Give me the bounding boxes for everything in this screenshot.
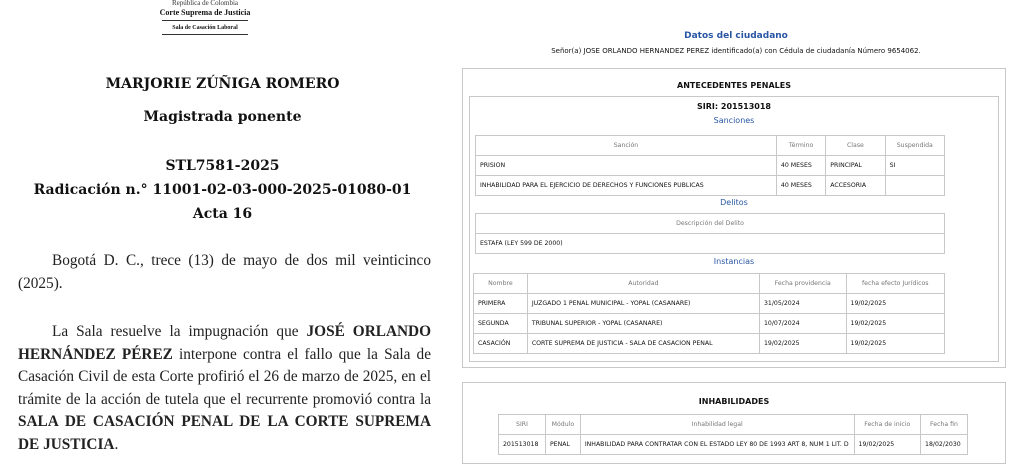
criminal-record-panel (462, 68, 1006, 368)
crimes-table (475, 213, 945, 254)
table-row (474, 314, 945, 334)
crimes-label: Delitos (720, 198, 748, 207)
disqualifications-panel (462, 382, 1006, 464)
instances-header: Autoridad (527, 274, 759, 294)
header-country: República de Colombia (171, 0, 239, 7)
legal-disqualification-cell: INHABILIDAD PARA CONTRATAR CON EL ESTADO LEY 80 DE 1993 ART 8, NUM 1 LIT. D (580, 435, 854, 455)
sanctions-header: Suspendida (885, 136, 944, 156)
effect-date-cell: 19/02/2025 (846, 314, 944, 334)
magistrate-role: Magistrada ponente (143, 109, 302, 125)
instances-header: Nombre (474, 274, 528, 294)
header-rule-bottom (162, 34, 248, 35)
siri-number: SIRI: 201513018 (697, 102, 771, 111)
effect-date-cell: 19/02/2025 (846, 294, 944, 314)
citizen-data-subtitle: Señor(a) JOSE ORLANDO HERNANDEZ PEREZ identificado(a) con Cédula de ciudadanía Número 9654062. (551, 47, 921, 55)
instance-name-cell: PRIMERA (474, 294, 528, 314)
end-date-cell: 18/02/2030 (921, 435, 968, 455)
resolution-paragraph: La Sala resuelve la impugnación que JOSÉ ORLANDO HERNÁNDEZ PÉREZ interpone contra el fallo que la Sala de Casación Civil de esta Corte profirió el 26 de marzo de 2025, en el trámite de la acción de tutela que el recurrente promovió contra la SALA DE CASACIÓN PENAL DE LA CORTE SUPREMA DE JUSTICIA. (18, 323, 431, 453)
start-date-cell: 19/02/2025 (854, 435, 920, 455)
sanctions-header: Clase (826, 136, 885, 156)
instance-name-cell: CASACIÓN (474, 334, 528, 354)
table-row (474, 334, 945, 354)
sanctions-label: Sanciones (713, 116, 755, 125)
sanction-cell: INHABILIDAD PARA EL EJERCICIO DE DERECHOS Y FUNCIONES PUBLICAS (476, 176, 777, 196)
header-chamber: Sala de Casación Laboral (172, 25, 238, 31)
header-rule (162, 20, 248, 21)
crimes-header: Descripción del Delito (476, 214, 945, 234)
magistrate-name: MARJORIE ZÚÑIGA ROMERO (105, 76, 340, 92)
sanctions-header: Término (776, 136, 825, 156)
instances-table (473, 273, 945, 354)
authority-cell: CORTE SUPREMA DE JUSTICIA - SALA DE CASACION PENAL (527, 334, 759, 354)
disqualifications-header: Módulo (545, 415, 580, 435)
court-header (130, 0, 280, 35)
suspended-cell: SI (885, 156, 944, 176)
case-id: STL7581-2025 (165, 158, 280, 174)
authority-cell: JUZGADO 1 PENAL MUNICIPAL - YOPAL (CASANARE) (527, 294, 759, 314)
instances-header-row (474, 274, 945, 294)
ruling-date-cell: 19/02/2025 (759, 334, 846, 354)
instances-header: fecha efecto Jurídicos (846, 274, 944, 294)
suspended-cell (885, 176, 944, 196)
disqualifications-table (498, 414, 968, 455)
radicacion: Radicación n.° 11001-02-03-000-2025-01080-01 (33, 182, 412, 198)
instances-label: Instancias (713, 257, 755, 266)
term-cell: 40 MESES (776, 156, 825, 176)
sanctions-header-row (476, 136, 945, 156)
court-document (0, 0, 445, 472)
siri-cell: 201513018 (499, 435, 546, 455)
class-cell: ACCESORIA (826, 176, 885, 196)
instances-header: Fecha providencia (759, 274, 846, 294)
table-row (476, 176, 945, 196)
respondent-name: SALA DE CASACIÓN PENAL DE LA CORTE SUPREMA DE JUSTICIA (18, 413, 431, 453)
disqualifications-header: SIRI (499, 415, 546, 435)
disqualifications-header: Fecha fin (921, 415, 968, 435)
sanction-cell: PRISION (476, 156, 777, 176)
crimes-header-row (476, 214, 945, 234)
table-row (499, 435, 968, 455)
module-cell: PENAL (545, 435, 580, 455)
crime-cell: ESTAFA (LEY 599 DE 2000) (476, 234, 945, 254)
siri-box (469, 96, 999, 362)
term-cell: 40 MESES (776, 176, 825, 196)
authority-cell: TRIBUNAL SUPERIOR - YOPAL (CASANARE) (527, 314, 759, 334)
disqualifications-title: INHABILIDADES (698, 397, 770, 406)
party-name: JOSÉ ORLANDO HERNÁNDEZ PÉREZ (18, 323, 431, 363)
disqualifications-header: Fecha de inicio (854, 415, 920, 435)
sanctions-header: Sanción (476, 136, 777, 156)
ruling-date-cell: 10/07/2024 (759, 314, 846, 334)
disqualifications-header-row (499, 415, 968, 435)
acta: Acta 16 (192, 206, 253, 222)
table-row (476, 156, 945, 176)
sanctions-table (475, 135, 945, 196)
instance-name-cell: SEGUNDA (474, 314, 528, 334)
citizen-data-title: Datos del ciudadano (684, 31, 788, 41)
citizen-record (448, 0, 1024, 472)
criminal-record-title: ANTECEDENTES PENALES (677, 81, 791, 90)
table-row (474, 294, 945, 314)
header-court: Corte Suprema de Justicia (159, 8, 251, 17)
class-cell: PRINCIPAL (826, 156, 885, 176)
disqualifications-header: Inhabilidad legal (580, 415, 854, 435)
ruling-date-cell: 31/05/2024 (759, 294, 846, 314)
date-paragraph: Bogotá D. C., trece (13) de mayo de dos mil veinticinco (2025). (18, 252, 431, 292)
effect-date-cell: 19/02/2025 (846, 334, 944, 354)
table-row (476, 234, 945, 254)
